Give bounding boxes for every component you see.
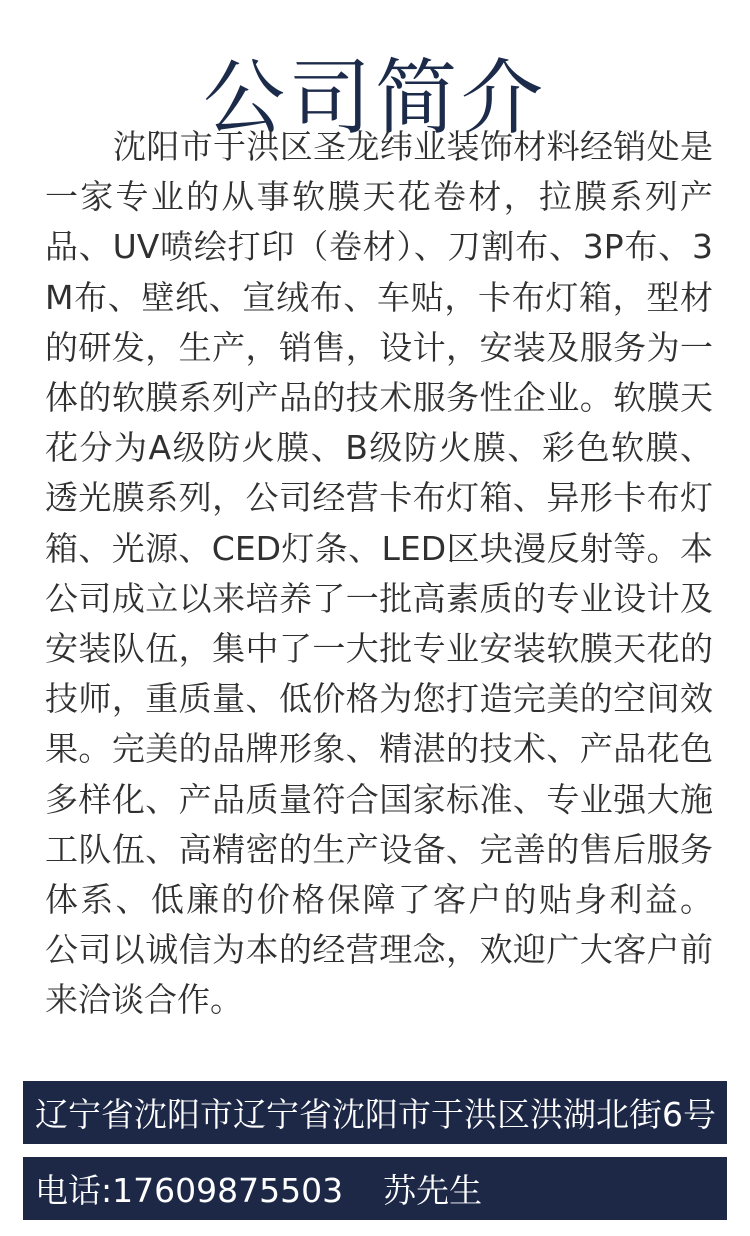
- address-bar: [23, 1081, 727, 1144]
- contact-bar: [23, 1157, 727, 1220]
- contact-person: 苏先生: [383, 1171, 483, 1210]
- phone-text: 电话:17609875503: [35, 1171, 344, 1210]
- company-intro: 沈阳市于洪区圣龙纬业装饰材料经销处是一家专业的从事软膜天花卷材，拉膜系列产品、UV喷绘打印（卷材）、刀割布、3P布、3M布、壁纸、宣绒布、车贴，卡布灯箱，型材的研发，生产，销售，设计，安装及服务为一体的软膜系列产品的技术服务性企业。软膜天花分为A级防火膜、B级防火膜、彩色软膜、透光膜系列，公司经营卡布灯箱、异形卡布灯箱、光源、CED灯条、LED区块漫反射等。本公司成立以来培养了一批高素质的专业设计及安装队伍，集中了一大批专业安装软膜天花的技师，重质量、低价格为您打造完美的空间效果。完美的品牌形象、精湛的技术、产品花色多样化、产品质量符合国家标准、专业强大施工队伍、高精密的生产设备、完善的售后服务体系、低廉的价格保障了客户的贴身利益。 公司以诚信为本的经营理念，欢迎广大客户前来洽谈合作。: [45, 127, 713, 1020]
- page-title: 公司简介: [202, 50, 547, 146]
- address-text: 辽宁省沈阳市辽宁省沈阳市于洪区洪湖北街6号: [35, 1095, 716, 1134]
